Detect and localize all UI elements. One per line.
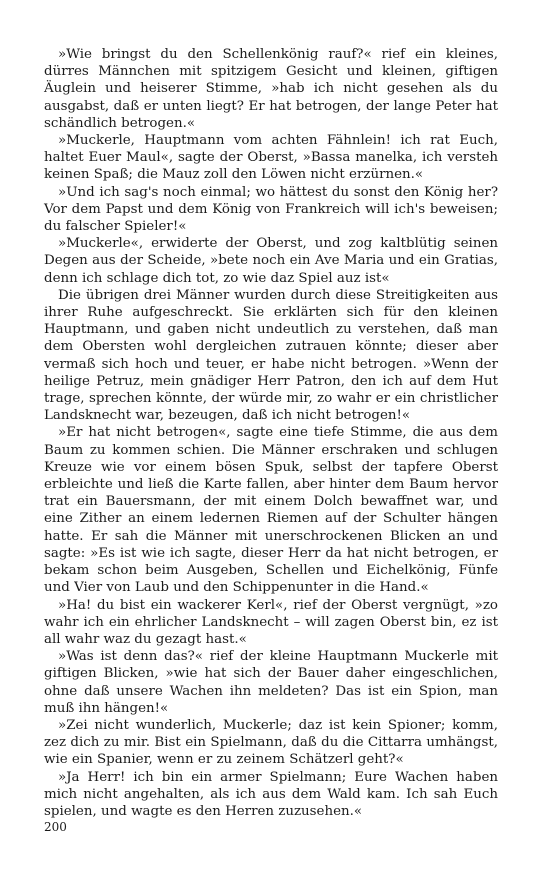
paragraph: »Und ich sag's noch einmal; wo hättest du sonst den König her? Vor dem Papst und dem König von Frankreich will ich's beweisen; du falscher Spieler!« — [44, 184, 498, 235]
paragraph: »Ha! du bist ein wackerer Kerl«, rief der Oberst vergnügt, »zo wahr ich ein ehrlicher Landsknecht – will zagen Oberst bin, ez ist all wahr waz du gezagt hast.« — [44, 597, 498, 647]
paragraph: »Zei nicht wunderlich, Muckerle; daz ist kein Spioner; komm, zez dich zu mir. Bist ein Spielmann, daß du die Cittarra umhängst, wie ein Spanier, wenn er zu zeinem Schätzerl geht?« — [44, 717, 498, 768]
paragraph: »Wie bringst du den Schellenkönig rauf?« rief ein kleines, dürres Männchen mit spitzigem Gesicht und kleinen, giftigen Äuglein und heiserer Stimme, »hab ich nicht gesehen als du ausgabst, daß er unten liegt? Er hat betrogen, der lange Peter hat schändlich betrogen.« — [44, 47, 498, 131]
paragraph: »Er hat nicht betrogen«, sagte eine tiefe Stimme, die aus dem Baum zu kommen schien. Die Männer erschraken und schlugen Kreuze wie vor einem bösen Spuk, selbst der tapfere Oberst erbleichte und ließ die Karte fallen, aber hinter dem Baum hervor trat ein Bauersmann, der mit einem Dolch bewaffnet war, und eine Zither an einem ledernen Riemen auf der Schulter hängen hatte. Er sah die Männer mit unerschrockenen Blicken an und sagte: »Es ist wie ich sagte, dieser Herr da hat nicht betrogen, er bekam schon beim Ausgeben, Schellen und Eichelkönig, Fünfe und Vier von Laub und den Schippenunter in die Hand.« — [44, 425, 498, 596]
paragraph: »Muckerle, Hauptmann vom achten Fähnlein! ich rat Euch, haltet Euer Maul«, sagte der Oberst, »Bassa manelka, ich versteh keinen Spaß; die Mauz zoll den Löwen nicht erzürnen.« — [44, 133, 498, 183]
page-number: 200 — [44, 820, 67, 834]
paragraph: »Was ist denn das?« rief der kleine Hauptmann Muckerle mit giftigen Blicken, »wie hat sich der Bauer daher eingeschlichen, ohne daß unsere Wachen ihn meldeten? Das ist ein Spion, man muß ihn hängen!« — [44, 649, 498, 716]
page-body — [44, 46, 498, 820]
paragraph: Die übrigen drei Männer wurden durch diese Streitigkeiten aus ihrer Ruhe aufgeschreckt. Sie erklärten sich für den kleinen Hauptmann, und gaben nicht undeutlich zu verstehen, daß man dem Obersten wohl dergleichen zutrauen könnte; dieser aber vermaß sich hoch und teuer, er habe nicht betrogen. »Wenn der heilige Petruz, mein gnädiger Herr Patron, den ich auf dem Hut trage, sprechen könnte, der würde mir, zo wahr er ein christlicher Landsknecht war, bezeugen, daß ich nicht betrogen!« — [44, 287, 498, 424]
paragraph: »Muckerle«, erwiderte der Oberst, und zog kaltblütig seinen Degen aus der Scheide, »bete noch ein Ave Maria und ein Gratias, denn ich schlage dich tot, zo wie daz Spiel auz ist« — [44, 236, 498, 286]
paragraph: »Ja Herr! ich bin ein armer Spielmann; Eure Wachen haben mich nicht angehalten, als ich aus dem Wald kam. Ich sah Euch spielen, und wagte es den Herren zuzusehen.« — [44, 769, 498, 819]
